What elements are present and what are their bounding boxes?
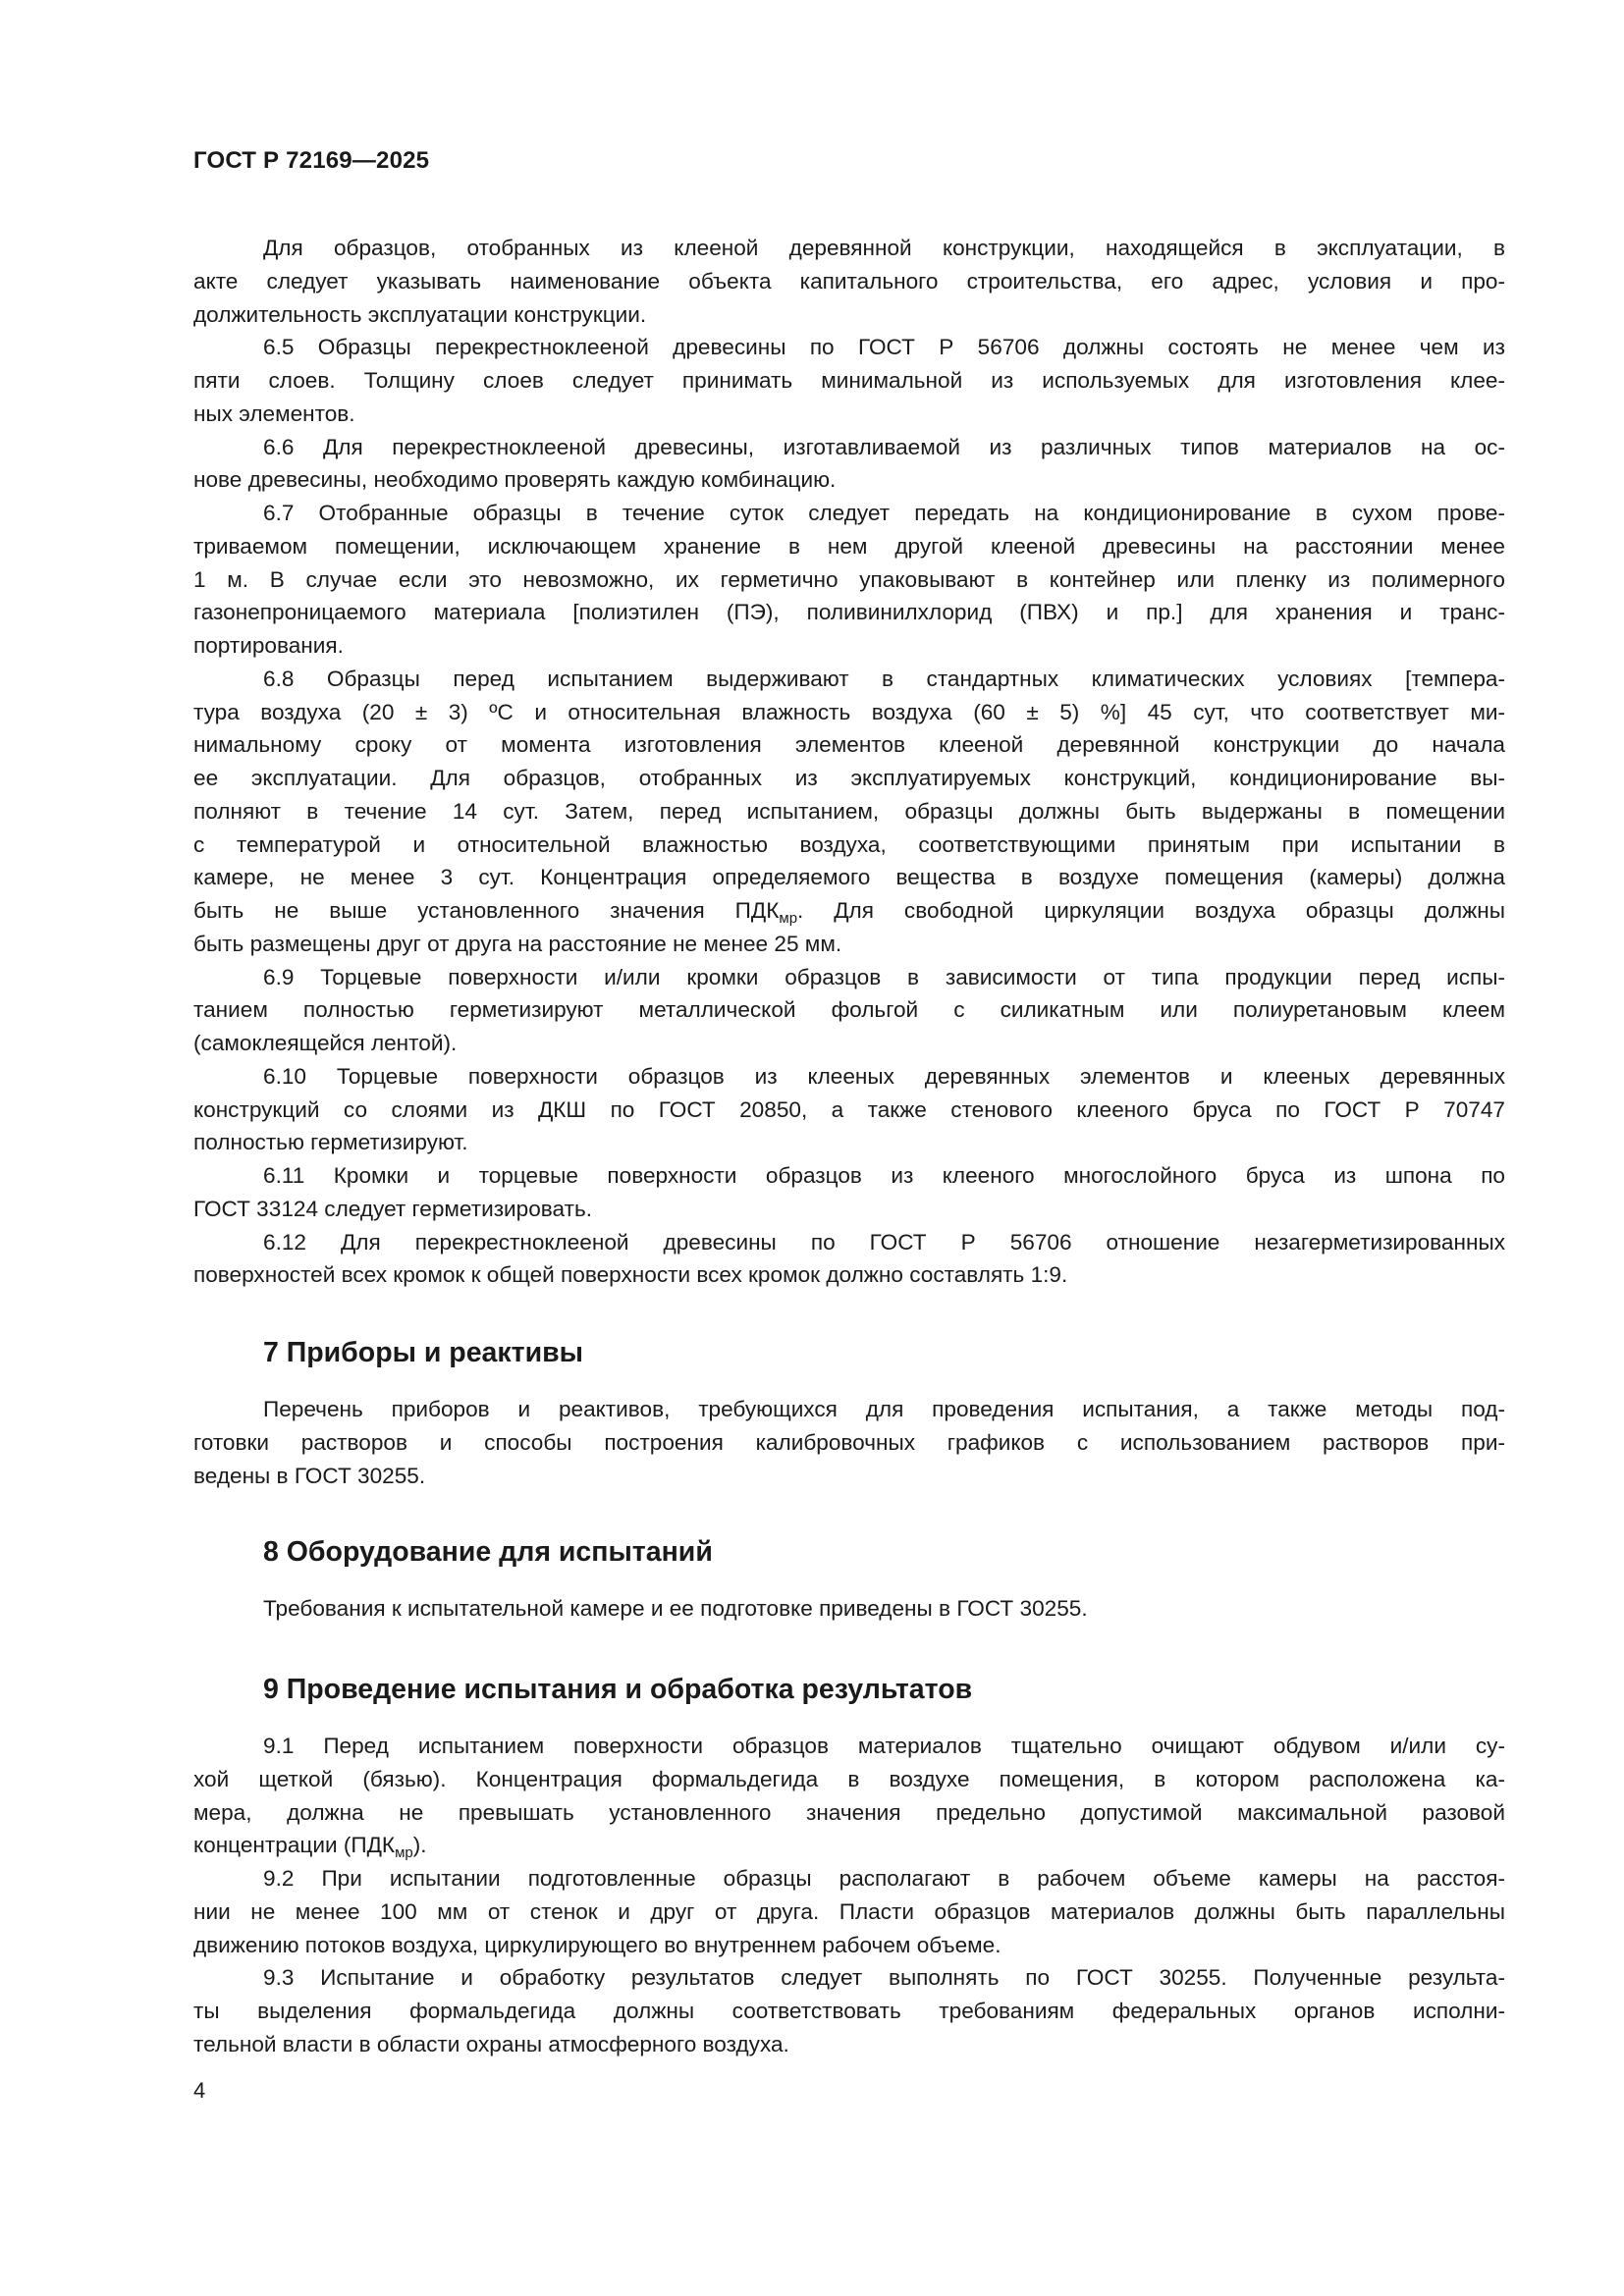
text-line: 6.12 Для перекрестноклееной древесины по ГОСТ Р 56706 отношение незагерметизированных [263, 1229, 1505, 1255]
paragraph-6-10 [193, 1060, 1505, 1159]
text-line: конструкций со слоями из ДКШ по ГОСТ 20850, а также стенового клееного бруса по ГОСТ Р 70747 [193, 1096, 1505, 1122]
text-line: 6.11 Кромки и торцевые поверхности образцов из клееного многослойного бруса из шпона по [263, 1163, 1505, 1188]
text-line: хой щеткой (бязью). Концентрация формальдегида в воздухе помещения, в котором расположена ка- [193, 1766, 1505, 1791]
section-9 [193, 1673, 1505, 2061]
text-line: пяти слоев. Толщину слоев следует принимать минимальной из используемых для изготовления клее- [193, 368, 1505, 393]
text-line-with-pdk-subscript [193, 1829, 1505, 1862]
paragraph-9-2 [193, 1862, 1505, 1961]
paragraph-6-8 [193, 663, 1505, 961]
section-7-heading: 7 Приборы и реактивы [263, 1337, 584, 1368]
text-line: портирования. [193, 633, 344, 658]
text-line: тура воздуха (20 ± 3) ºС и относительная влажность воздуха (60 ± 5) %] 45 сут, что соответствует ми- [193, 699, 1505, 724]
text-line: ГОСТ 33124 следует герметизировать. [193, 1196, 593, 1221]
pdk-text-before: быть не выше установленного значения ПДК [193, 898, 780, 923]
text-line: 6.8 Образцы перед испытанием выдерживают в стандартных климатических условиях [темпера- [263, 666, 1505, 691]
page-number: 4 [193, 2078, 206, 2103]
pdk-subscript: мр [779, 910, 798, 927]
text-line: полностью герметизируют. [193, 1130, 468, 1155]
paragraph-6-7 [193, 497, 1505, 663]
text-line: ных элементов. [193, 400, 355, 426]
text-line: с температурой и относительной влажностью воздуха, соответствующими принятым при испытании в [193, 831, 1505, 857]
paragraph-9-3 [193, 1961, 1505, 2060]
pdk-text-after: . Для свободной циркуляции воздуха образцы должны [797, 898, 1506, 923]
section-8-paragraph [193, 1592, 1505, 1626]
text-line: тельной власти в области охраны атмосферного воздуха. [193, 2031, 789, 2056]
text-line: движению потоков воздуха, циркулирующего во внутреннем рабочем объеме. [193, 1932, 1001, 1957]
paragraph-6-11 [193, 1159, 1505, 1226]
text-line: Требования к испытательной камере и ее подготовке приведены в ГОСТ 30255. [263, 1596, 1088, 1621]
text-line: 9.2 При испытании подготовленные образцы располагают в рабочем объеме камеры на расстоя- [263, 1866, 1505, 1891]
paragraph-6-12 [193, 1226, 1505, 1293]
text-line: готовки растворов и способы построения калибровочных графиков с использованием растворов при- [193, 1429, 1505, 1455]
paragraph-6-5 [193, 331, 1505, 430]
text-line: 6.7 Отобранные образцы в течение суток следует передать на кондиционирование в сухом прове- [263, 501, 1505, 525]
text-line: 9.3 Испытание и обработку результатов следует выполнять по ГОСТ 30255. Полученные результа- [263, 1965, 1505, 1991]
section-8 [193, 1535, 1505, 1626]
paragraph-6-4-continued [193, 232, 1505, 331]
text-line: поверхностей всех кромок к общей поверхности всех кромок должно составлять 1:9. [193, 1262, 1068, 1288]
text-line: 6.5 Образцы перекрестноклееной древесины по ГОСТ Р 56706 должны состоять не менее чем из [263, 335, 1505, 360]
section-9-heading: 9 Проведение испытания и обработка результатов [263, 1674, 973, 1705]
pdk-text-before: концентрации (ПДК [193, 1833, 396, 1858]
section-6-body [193, 232, 1505, 1292]
paragraph-6-9 [193, 961, 1505, 1060]
paragraph-9-1 [193, 1730, 1505, 1862]
text-line: Для образцов, отобранных из клееной деревянной конструкции, находящейся в эксплуатации, в [263, 236, 1505, 260]
text-line: 6.9 Торцевые поверхности и/или кромки образцов в зависимости от типа продукции перед испы- [263, 964, 1505, 989]
text-line: танием полностью герметизируют металлической фольгой с силикатным или полиуретановым клеем [193, 997, 1505, 1023]
text-line: 6.10 Торцевые поверхности образцов из клееных деревянных элементов и клееных деревянных [263, 1063, 1505, 1089]
text-line: (самоклеящейся лентой). [193, 1031, 458, 1055]
text-line: быть размещены друг от друга на расстояние не менее 25 мм. [193, 931, 842, 956]
text-line: 1 м. В случае если это невозможно, их герметично упаковывают в контейнер или пленку из полимерного [193, 566, 1505, 592]
paragraph-6-6 [193, 431, 1505, 498]
text-line: мера, должна не превышать установленного значения предельно допустимой максимальной разовой [193, 1799, 1505, 1825]
text-line: камере, не менее 3 сут. Концентрация определяемого вещества в воздухе помещения (камеры) должна [193, 865, 1505, 890]
section-7 [193, 1336, 1505, 1492]
text-line-with-pdk-subscript [193, 894, 1505, 928]
section-7-paragraph [193, 1393, 1505, 1492]
section-8-heading: 8 Оборудование для испытаний [263, 1536, 713, 1568]
text-line: акте следует указывать наименование объекта капитального строительства, его адрес, условия и про- [193, 268, 1505, 294]
text-line: ты выделения формальдегида должны соответствовать требованиям федеральных органов исполни- [193, 1999, 1505, 2023]
text-line: должительность эксплуатации конструкции. [193, 301, 647, 327]
text-line: 9.1 Перед испытанием поверхности образцов материалов тщательно очищают обдувом и/или су- [263, 1734, 1505, 1758]
text-line: нии не менее 100 мм от стенок и друг от друга. Пласти образцов материалов должны быть параллельны [193, 1898, 1505, 1924]
text-line: 6.6 Для перекрестноклееной древесины, изготавливаемой из различных типов материалов на ос- [263, 434, 1505, 459]
pdk-subscript: мр [395, 1844, 413, 1862]
text-line: газонепроницаемого материала [полиэтилен (ПЭ), поливинилхлорид (ПВХ) и пр.] для хранения и транс- [193, 600, 1505, 625]
text-line: триваемом помещении, исключающем хранение в нем другой клееной древесины на расстоянии менее [193, 533, 1505, 559]
text-line: нове древесины, необходимо проверять каждую комбинацию. [193, 467, 837, 493]
text-line: полняют в течение 14 сут. Затем, перед испытанием, образцы должны быть выдержаны в помещении [193, 798, 1505, 824]
text-line: Перечень приборов и реактивов, требующихся для проведения испытания, а также методы под- [263, 1397, 1505, 1421]
text-line: ведены в ГОСТ 30255. [193, 1463, 426, 1488]
document-code-header: ГОСТ Р 72169—2025 [193, 147, 430, 174]
pdk-text-after: ). [412, 1833, 427, 1858]
text-line: нимальному сроку от момента изготовления элементов клееной деревянной конструкции до начала [193, 732, 1505, 758]
text-line: ее эксплуатации. Для образцов, отобранных из эксплуатируемых конструкций, кондиционирование вы- [193, 766, 1505, 790]
